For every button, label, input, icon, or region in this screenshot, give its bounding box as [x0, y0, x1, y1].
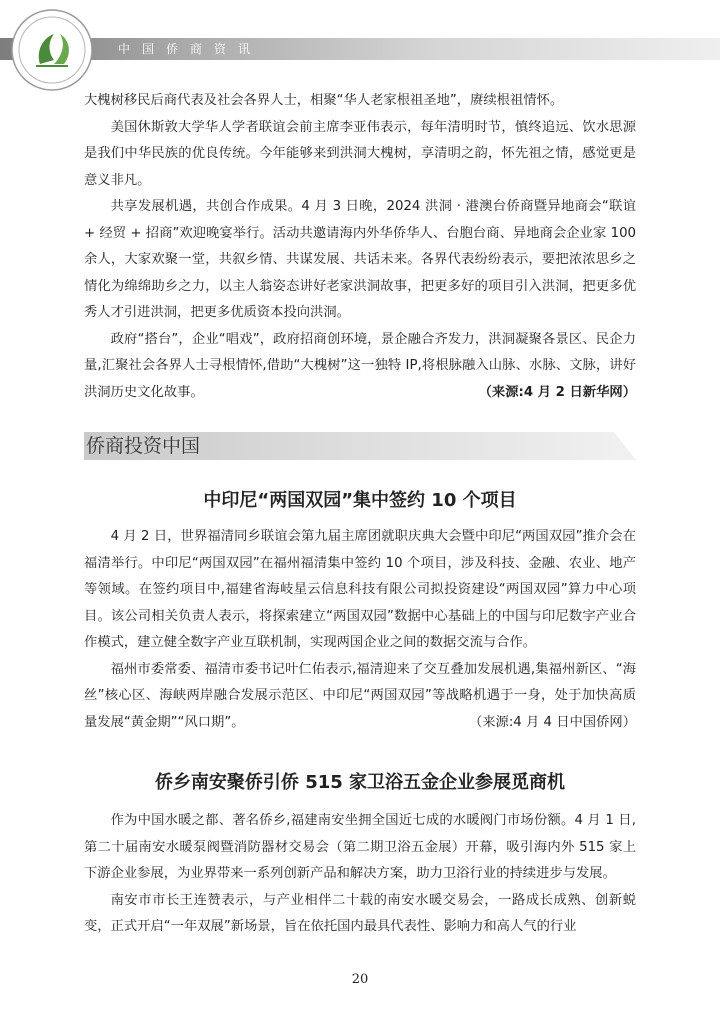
paragraph: 南安市市长王连赞表示，与产业相伴二十载的南安水暖交易会，一路成长成熟、创新蜕变，正式开启“一年双展”新场景，旨在依托国内最具代表性、影响力和高人气的行业: [84, 892, 636, 934]
source-citation: （来源:4 月 4 日中国侨网）: [468, 714, 636, 730]
paragraph: 大槐树移民后商代表及社会各界人士，相聚“华人老家根祖圣地”，赓续根祖情怀。: [84, 93, 564, 108]
paragraph: [84, 327, 636, 407]
paragraph: 4 月 2 日，世界福清同乡联谊会第九届主席团就职庆典大会暨中印尼“两国双园”推介会在福清举行。中印尼“两国双园”在福州福清集中签约 10 个项目，涉及科技、金融、农业、地产等领域。在签约项目中,福建省海岐星云信息科技有限公司拟投资建设“两国双园”算力中心项目。该公司相关负责人表示，将探索建立“两国双园”数据中心基础上的中国与印尼数字产业合作模式，建立健全数字产业互联机制，实现两国企业之间的数据交流与合作。: [84, 529, 636, 650]
paragraph-text: 政府“搭台”，企业“唱戏”，政府招商创环境，景企融合齐发力，洪洞凝聚各景区、民企力量,汇聚社会各界人士寻根情怀,借助“大槐树”这一独特 IP,将根脉融入山脉、水脉、文脉，讲好洪洞历史文化故事。: [84, 331, 636, 400]
source-citation: （来源:4 月 2 日新华网）: [478, 384, 636, 400]
header-band: [0, 38, 720, 60]
paragraph-text: 福州市委常委、福清市委书记叶仁佑表示,福清迎来了交互叠加发展机遇,集福州新区、“海丝”核心区、海峡两岸融合发展示范区、中印尼“两国双园”等战略机遇于一身，处于加快高质量发展“黄金期”“风口期”。: [84, 661, 636, 730]
article-headline: 中印尼“两国双园”集中签约 10 个项目: [203, 490, 517, 511]
paragraph: 美国休斯敦大学华人学者联谊会前主席李亚伟表示，每年清明时节，慎终追远、饮水思源是我们中华民族的优良传统。今年能够来到洪洞大槐树，享清明之韵，怀先祖之情，感觉更是意义非凡。: [84, 119, 636, 188]
paragraph: [84, 657, 636, 737]
article-body: [84, 524, 636, 736]
association-logo: [10, 8, 94, 92]
paragraph: 作为中国水暖之都、著名侨乡,福建南安坐拥全国近七成的水暖阀门市场份额。4 月 1 日,第二十届南安水暖泵阀暨消防器材交易会（第二期卫浴五金展）开幕，吸引海内外 515 家上下游企业参展，为业界带来一系列创新产品和解决方案，助力卫浴行业的持续进步与发展。: [84, 813, 636, 881]
running-header-title: 中国侨商资讯: [118, 42, 263, 56]
section-title: 侨商投资中国: [86, 435, 201, 457]
article-body: [84, 808, 636, 941]
continued-article: [84, 88, 636, 406]
article-headline: 侨乡南安聚侨引侨 515 家卫浴五金企业参展觅商机: [154, 772, 566, 793]
paragraph: 共享发展机遇，共创合作成果。4 月 3 日晚，2024 洪洞 · 港澳台侨商暨异地商会“联谊 + 经贸 + 招商”欢迎晚宴举行。活动共邀请海内外华侨华人、台胞台商、异地商会企业家 100 余人，大家欢聚一堂，共叙乡情、共谋发展、共话未来。各界代表纷纷表示，要把浓浓思乡之情化为绵绵助乡之力，以主人翁姿态讲好老家洪洞故事，把更多好的项目引入洪洞，把更多优秀人才引进洪洞，把更多优质资本投向洪洞。: [84, 199, 636, 320]
page-number: 20: [351, 972, 369, 987]
